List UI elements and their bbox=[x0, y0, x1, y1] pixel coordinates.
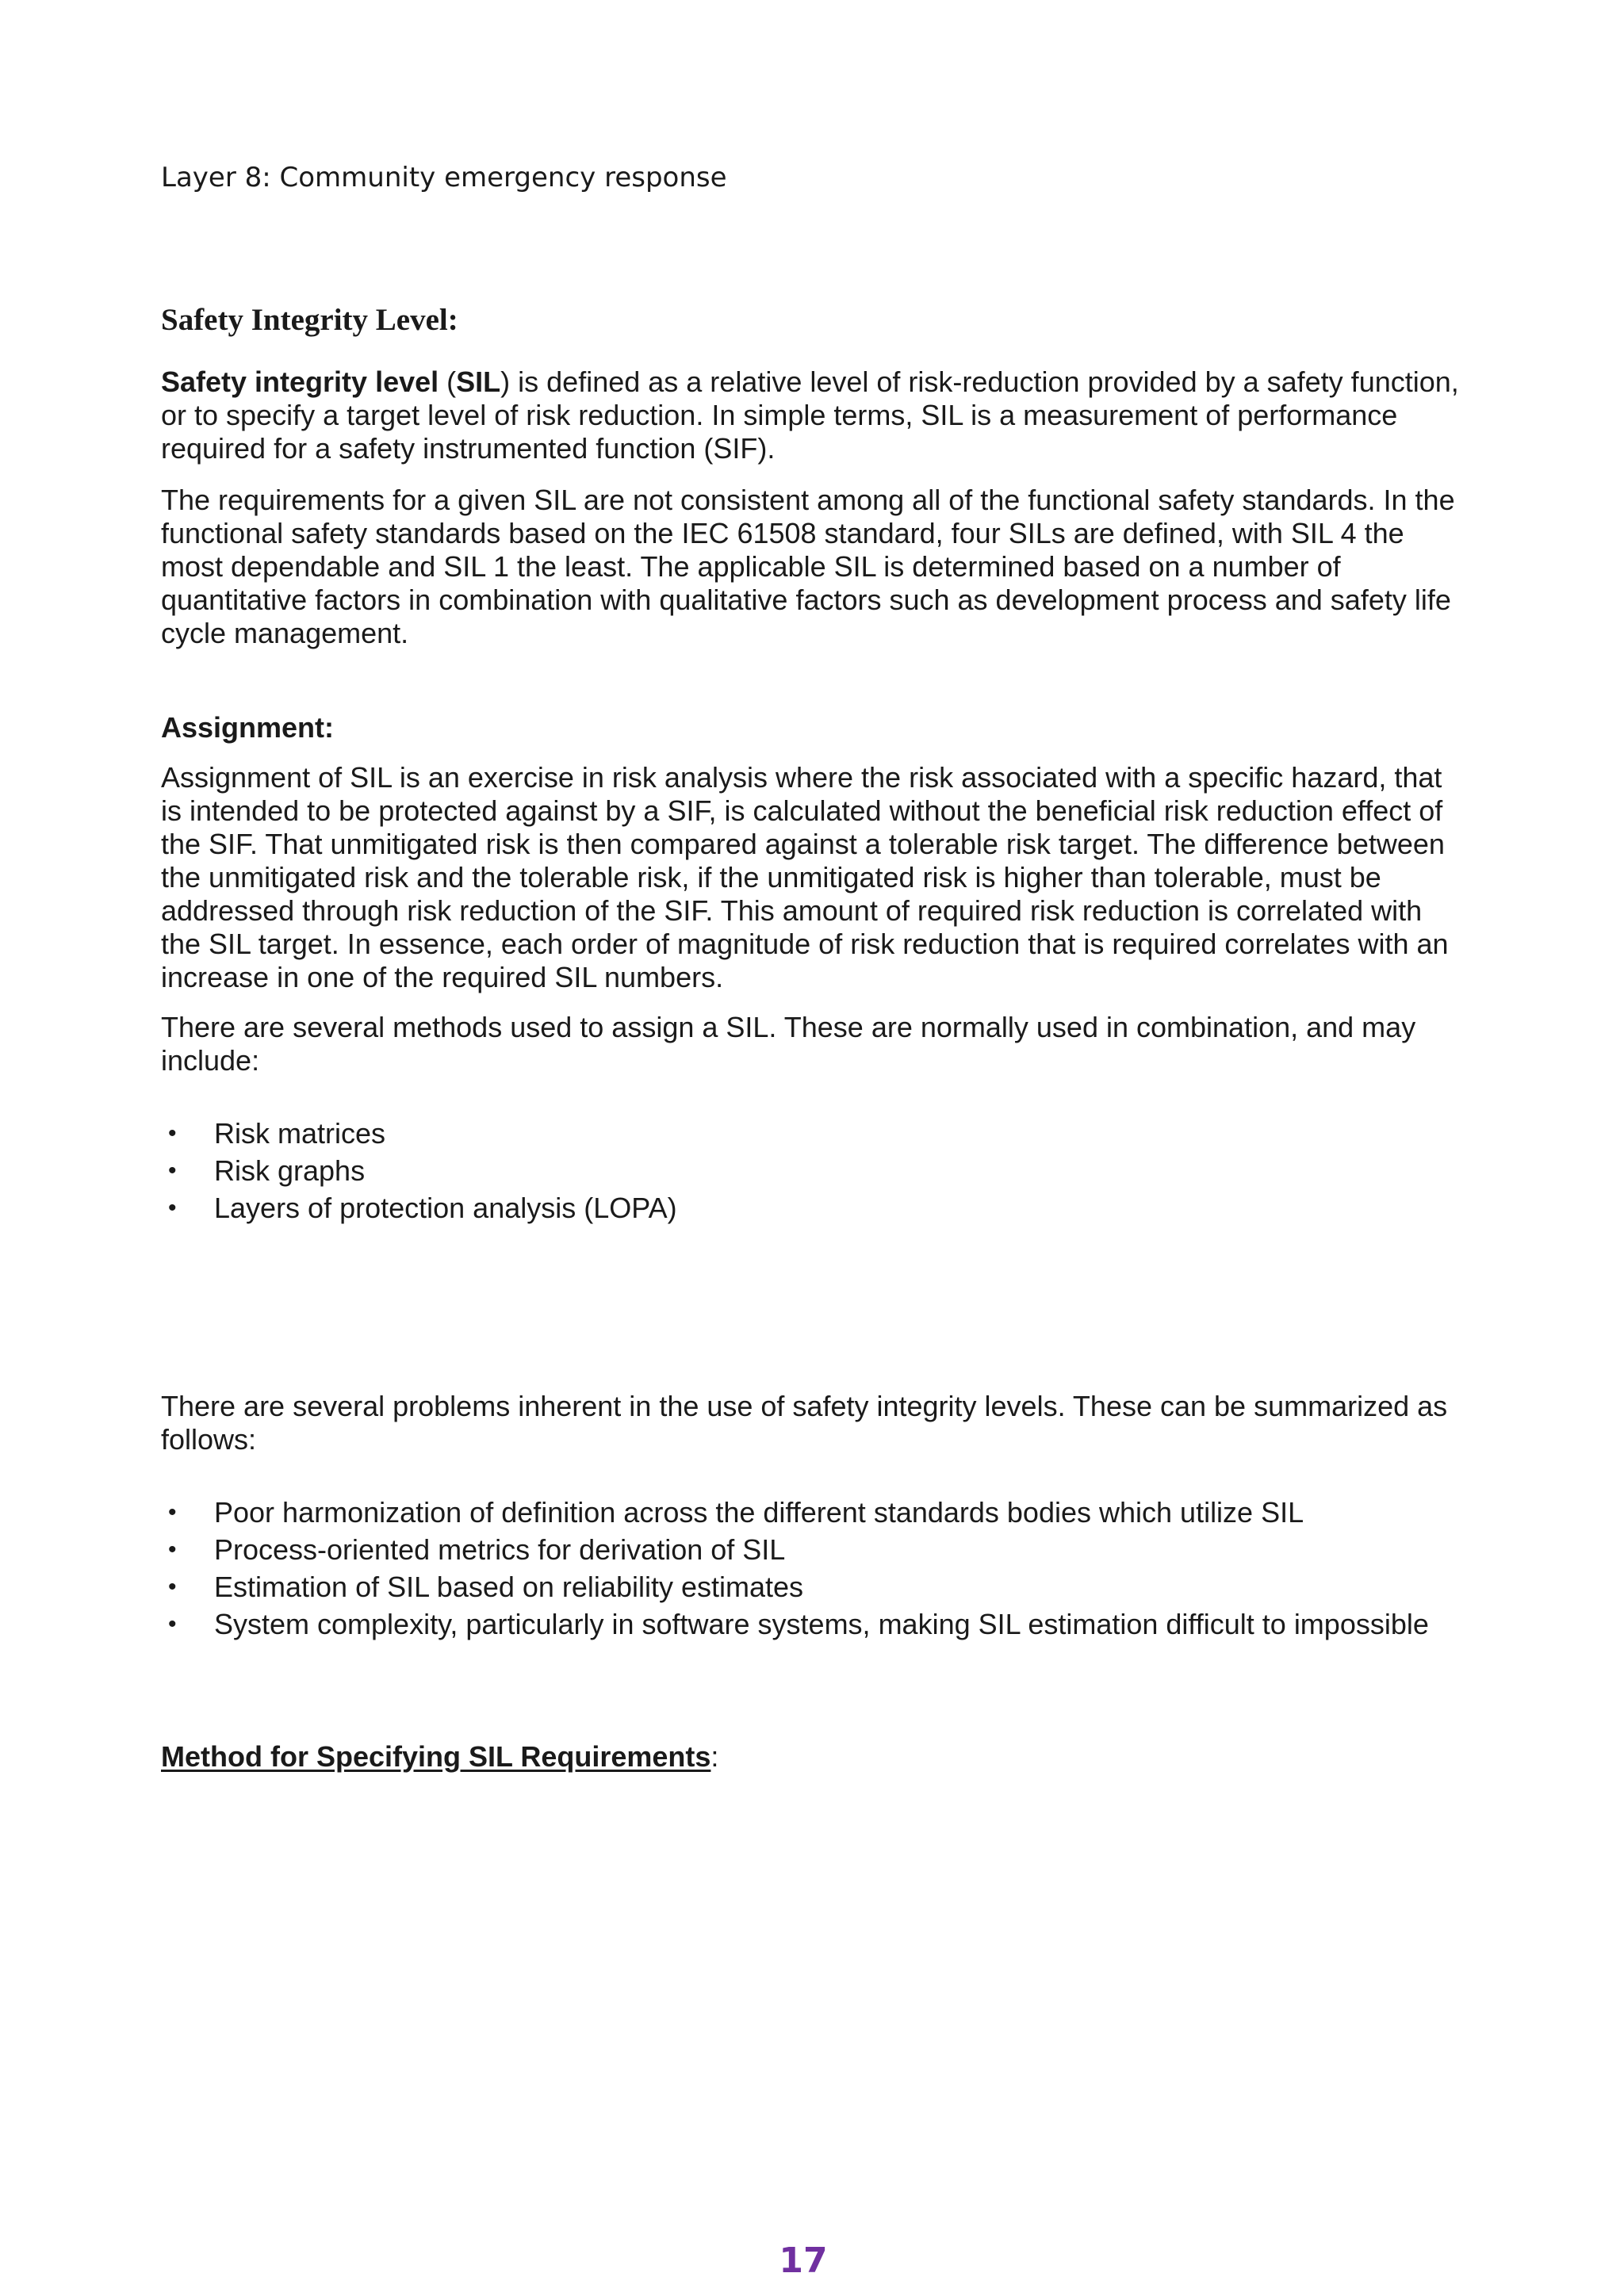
list-item-text: System complexity, particularly in software systems, making SIL estimation difficult to impossible bbox=[214, 1608, 1429, 1640]
list-item-text: Estimation of SIL based on reliability estimates bbox=[214, 1571, 804, 1603]
definition-rest: ) is defined as a relative level of risk-reduction provided by a safety function, or to specify a target level of risk reduction. In simple terms, SIL is a measurement of performance required for a safety instrumented function (SIF). bbox=[161, 365, 1459, 465]
methods-intro: There are several methods used to assign a SIL. These are normally used in combination, and may include: bbox=[161, 1011, 1416, 1077]
list-item bbox=[161, 1192, 1461, 1225]
section-title: Safety Integrity Level: bbox=[161, 303, 458, 337]
bullet-icon: • bbox=[168, 1499, 177, 1525]
problems-list bbox=[161, 1496, 1461, 1645]
bullet-icon: • bbox=[168, 1158, 177, 1184]
list-item bbox=[161, 1571, 1461, 1604]
bullet-icon: • bbox=[168, 1611, 177, 1637]
page-number: 17 bbox=[779, 2241, 828, 2281]
list-item-text: Layers of protection analysis (LOPA) bbox=[214, 1192, 677, 1224]
problems-intro: There are several problems inherent in the use of safety integrity levels. These can be summarized as follows: bbox=[161, 1390, 1448, 1456]
list-item-text: Process-oriented metrics for derivation of SIL bbox=[214, 1533, 786, 1566]
list-item bbox=[161, 1608, 1461, 1641]
definition-abbr: SIL bbox=[456, 365, 501, 398]
bullet-icon: • bbox=[168, 1574, 177, 1600]
list-item-text: Risk matrices bbox=[214, 1117, 386, 1150]
methods-list bbox=[161, 1117, 1461, 1229]
bullet-icon: • bbox=[168, 1536, 177, 1563]
method-heading bbox=[161, 1740, 718, 1774]
definition-paragraph bbox=[161, 365, 1461, 465]
layer-8-line: Layer 8: Community emergency response bbox=[161, 162, 727, 193]
list-item bbox=[161, 1154, 1461, 1188]
list-item bbox=[161, 1533, 1461, 1567]
definition-open-paren: ( bbox=[439, 365, 457, 398]
assignment-paragraph: Assignment of SIL is an exercise in risk analysis where the risk associated with a specific hazard, that is intended to be protected against by a SIF, is calculated without the beneficial risk reduction effect of the SIF. That unmitigated risk is then compared against a tolerable risk target. The difference between the unmitigated risk and the tolerable risk, if the unmitigated risk is higher than tolerable, must be addressed through risk reduction of the SIF. This amount of required risk reduction is correlated with the SIL target. In essence, each order of magnitude of risk reduction that is required correlates with an increase in one of the required SIL numbers. bbox=[161, 761, 1449, 993]
bullet-icon: • bbox=[168, 1195, 177, 1221]
list-item-text: Risk graphs bbox=[214, 1154, 366, 1187]
list-item-text: Poor harmonization of definition across the different standards bodies which utilize SIL bbox=[214, 1496, 1304, 1529]
requirements-paragraph: The requirements for a given SIL are not consistent among all of the functional safety standards. In the functional safety standards based on the IEC 61508 standard, four SILs are defined, with SIL 4 the most dependable and SIL 1 the least. The applicable SIL is determined based on a number of quantitative factors in combination with qualitative factors such as development process and safety life cycle management. bbox=[161, 484, 1455, 649]
bullet-icon: • bbox=[168, 1120, 177, 1146]
list-item bbox=[161, 1496, 1461, 1529]
method-heading-suffix: : bbox=[710, 1740, 719, 1773]
definition-term: Safety integrity level bbox=[161, 365, 439, 398]
assignment-heading: Assignment: bbox=[161, 711, 335, 744]
method-heading-text: Method for Specifying SIL Requirements bbox=[161, 1740, 711, 1773]
list-item bbox=[161, 1117, 1461, 1150]
